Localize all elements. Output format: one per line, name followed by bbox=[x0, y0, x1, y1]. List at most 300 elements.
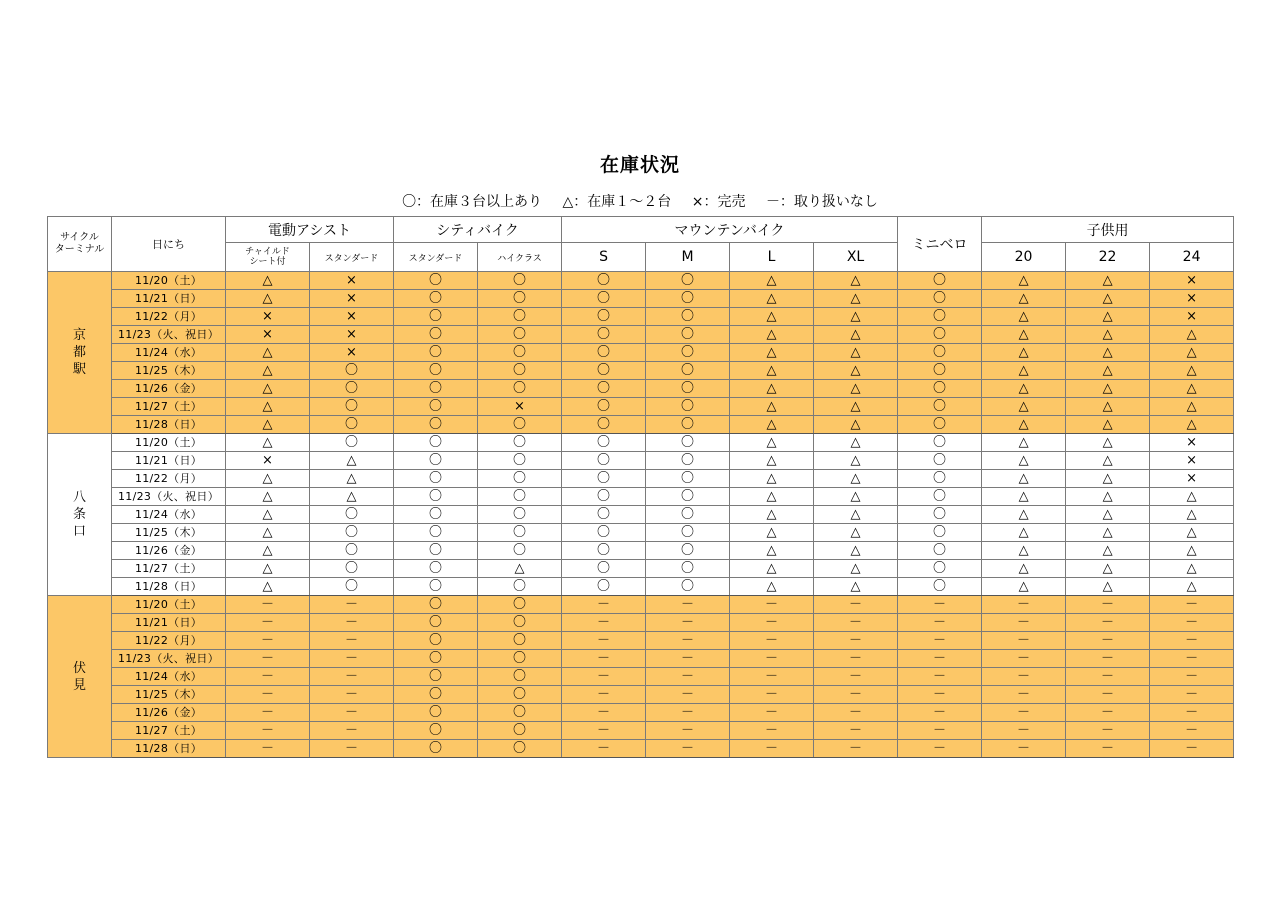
stock-cell: △ bbox=[982, 506, 1066, 524]
stock-cell: 〇 bbox=[478, 506, 562, 524]
stock-cell: 〇 bbox=[646, 326, 730, 344]
table-row bbox=[48, 488, 1234, 506]
stock-cell: 〇 bbox=[646, 398, 730, 416]
stock-cell: 〇 bbox=[478, 272, 562, 290]
date-cell: 11/25（木） bbox=[112, 686, 226, 704]
stock-cell: － bbox=[226, 632, 310, 650]
terminal-header-line1: サイクル bbox=[60, 232, 99, 243]
stock-cell: × bbox=[1150, 470, 1234, 488]
stock-cell: 〇 bbox=[478, 740, 562, 758]
stock-cell: △ bbox=[814, 290, 898, 308]
stock-cell: △ bbox=[814, 380, 898, 398]
table-row bbox=[48, 272, 1234, 290]
stock-cell: 〇 bbox=[562, 344, 646, 362]
stock-cell: － bbox=[814, 722, 898, 740]
stock-cell: △ bbox=[1150, 488, 1234, 506]
stock-cell: △ bbox=[226, 272, 310, 290]
stock-cell: △ bbox=[226, 560, 310, 578]
date-cell: 11/23（火、祝日） bbox=[112, 650, 226, 668]
stock-cell: △ bbox=[1066, 290, 1150, 308]
stock-cell: 〇 bbox=[394, 398, 478, 416]
stock-cell: 〇 bbox=[310, 362, 394, 380]
stock-cell: 〇 bbox=[478, 290, 562, 308]
stock-cell: △ bbox=[226, 290, 310, 308]
stock-cell: 〇 bbox=[394, 416, 478, 434]
terminal-header bbox=[48, 217, 112, 272]
stock-cell: 〇 bbox=[478, 542, 562, 560]
stock-cell: 〇 bbox=[646, 506, 730, 524]
date-cell: 11/20（土） bbox=[112, 434, 226, 452]
stock-cell: △ bbox=[814, 416, 898, 434]
stock-cell: 〇 bbox=[646, 272, 730, 290]
stock-cell: － bbox=[898, 632, 982, 650]
stock-cell: △ bbox=[730, 380, 814, 398]
sub-header-mtb-xl: XL bbox=[814, 243, 898, 272]
stock-cell: 〇 bbox=[394, 272, 478, 290]
sub-header-city-standard: スタンダード bbox=[394, 243, 478, 272]
stock-cell: 〇 bbox=[562, 326, 646, 344]
sub-header-kids-22: 22 bbox=[1066, 243, 1150, 272]
stock-cell: 〇 bbox=[394, 434, 478, 452]
stock-cell: 〇 bbox=[394, 614, 478, 632]
location-name-char: 口 bbox=[72, 524, 86, 539]
stock-cell: △ bbox=[730, 290, 814, 308]
stock-cell: － bbox=[814, 596, 898, 614]
location-block-kyoto-station bbox=[48, 272, 1234, 434]
sub-header-mtb-m: M bbox=[646, 243, 730, 272]
stock-cell: △ bbox=[982, 344, 1066, 362]
stock-cell: △ bbox=[730, 344, 814, 362]
stock-cell: 〇 bbox=[478, 632, 562, 650]
stock-cell: 〇 bbox=[394, 704, 478, 722]
group-header-mountain-bike: マウンテンバイク bbox=[562, 217, 898, 243]
stock-cell: － bbox=[646, 740, 730, 758]
date-cell: 11/26（金） bbox=[112, 704, 226, 722]
date-cell: 11/27（土） bbox=[112, 398, 226, 416]
stock-cell: △ bbox=[814, 470, 898, 488]
stock-cell: 〇 bbox=[394, 542, 478, 560]
stock-cell: － bbox=[898, 668, 982, 686]
stock-cell: － bbox=[226, 668, 310, 686]
stock-cell: － bbox=[562, 686, 646, 704]
stock-cell: △ bbox=[730, 470, 814, 488]
stock-cell: 〇 bbox=[646, 416, 730, 434]
stock-cell: 〇 bbox=[562, 272, 646, 290]
stock-cell: △ bbox=[730, 542, 814, 560]
stock-cell: △ bbox=[982, 398, 1066, 416]
date-cell: 11/20（土） bbox=[112, 272, 226, 290]
stock-cell: － bbox=[1150, 668, 1234, 686]
stock-cell: △ bbox=[814, 308, 898, 326]
stock-cell: 〇 bbox=[394, 686, 478, 704]
stock-cell: － bbox=[1150, 650, 1234, 668]
table-row bbox=[48, 434, 1234, 452]
stock-cell: △ bbox=[1150, 506, 1234, 524]
stock-cell: － bbox=[982, 686, 1066, 704]
date-cell: 11/22（月） bbox=[112, 308, 226, 326]
stock-cell: △ bbox=[730, 578, 814, 596]
stock-cell: 〇 bbox=[394, 632, 478, 650]
table-row bbox=[48, 704, 1234, 722]
stock-cell: 〇 bbox=[646, 560, 730, 578]
stock-cell: 〇 bbox=[646, 344, 730, 362]
sub-header-child-seat-line1: チャイルド bbox=[245, 247, 290, 257]
stock-cell: － bbox=[730, 686, 814, 704]
stock-cell: 〇 bbox=[562, 290, 646, 308]
stock-cell: △ bbox=[982, 416, 1066, 434]
stock-cell: × bbox=[226, 452, 310, 470]
stock-cell: － bbox=[1066, 704, 1150, 722]
stock-cell: 〇 bbox=[478, 452, 562, 470]
location-name-char: 伏 bbox=[72, 660, 86, 676]
stock-cell: △ bbox=[814, 272, 898, 290]
stock-cell: 〇 bbox=[646, 362, 730, 380]
table-row bbox=[48, 524, 1234, 542]
stock-cell: － bbox=[646, 704, 730, 722]
location-name-char: 見 bbox=[72, 677, 86, 693]
stock-cell: － bbox=[814, 686, 898, 704]
table-row bbox=[48, 506, 1234, 524]
stock-cell: 〇 bbox=[478, 308, 562, 326]
stock-cell: 〇 bbox=[562, 524, 646, 542]
stock-cell: 〇 bbox=[898, 488, 982, 506]
stock-cell: － bbox=[226, 650, 310, 668]
stock-cell: － bbox=[1150, 722, 1234, 740]
stock-cell: 〇 bbox=[310, 416, 394, 434]
stock-cell: × bbox=[310, 290, 394, 308]
stock-cell: － bbox=[562, 722, 646, 740]
location-name bbox=[48, 596, 112, 758]
table-row bbox=[48, 614, 1234, 632]
stock-cell: 〇 bbox=[898, 434, 982, 452]
stock-cell: 〇 bbox=[562, 560, 646, 578]
stock-cell: △ bbox=[1066, 326, 1150, 344]
stock-cell: 〇 bbox=[478, 686, 562, 704]
stock-cell: △ bbox=[814, 542, 898, 560]
stock-cell: － bbox=[562, 614, 646, 632]
stock-cell: △ bbox=[226, 524, 310, 542]
stock-cell: △ bbox=[1066, 380, 1150, 398]
stock-cell: 〇 bbox=[478, 416, 562, 434]
stock-cell: 〇 bbox=[646, 542, 730, 560]
stock-cell: △ bbox=[1150, 362, 1234, 380]
stock-cell: △ bbox=[730, 434, 814, 452]
stock-cell: 〇 bbox=[562, 452, 646, 470]
stock-cell: － bbox=[1066, 722, 1150, 740]
stock-cell: － bbox=[730, 596, 814, 614]
stock-cell: △ bbox=[1066, 398, 1150, 416]
group-header-kids: 子供用 bbox=[982, 217, 1234, 243]
stock-cell: － bbox=[982, 722, 1066, 740]
stock-cell: － bbox=[898, 722, 982, 740]
sub-header-kids-20: 20 bbox=[982, 243, 1066, 272]
stock-cell: × bbox=[1150, 272, 1234, 290]
stock-cell: 〇 bbox=[562, 434, 646, 452]
sub-header-city-highclass: ハイクラス bbox=[478, 243, 562, 272]
stock-cell: － bbox=[1150, 596, 1234, 614]
group-header-e-assist: 電動アシスト bbox=[226, 217, 394, 243]
stock-cell: △ bbox=[1150, 344, 1234, 362]
stock-cell: △ bbox=[1066, 488, 1150, 506]
stock-cell: 〇 bbox=[394, 722, 478, 740]
date-cell: 11/22（月） bbox=[112, 470, 226, 488]
location-name-char: 都 bbox=[72, 345, 86, 360]
stock-cell: 〇 bbox=[898, 272, 982, 290]
table-row bbox=[48, 578, 1234, 596]
stock-cell: － bbox=[730, 722, 814, 740]
stock-cell: △ bbox=[1150, 578, 1234, 596]
stock-cell: △ bbox=[814, 434, 898, 452]
legend-sold-out: ×：完売 bbox=[691, 194, 746, 210]
stock-cell: △ bbox=[814, 524, 898, 542]
terminal-header-line2: ターミナル bbox=[54, 244, 105, 255]
stock-cell: 〇 bbox=[646, 488, 730, 506]
stock-cell: 〇 bbox=[562, 506, 646, 524]
stock-cell: － bbox=[310, 614, 394, 632]
table-row bbox=[48, 344, 1234, 362]
stock-cell: △ bbox=[226, 380, 310, 398]
stock-cell: 〇 bbox=[562, 308, 646, 326]
stock-cell: － bbox=[1066, 650, 1150, 668]
inventory-table bbox=[47, 216, 1234, 758]
date-cell: 11/21（日） bbox=[112, 452, 226, 470]
table-row bbox=[48, 290, 1234, 308]
stock-cell: △ bbox=[478, 560, 562, 578]
stock-cell: － bbox=[982, 740, 1066, 758]
stock-cell: － bbox=[814, 632, 898, 650]
stock-cell: 〇 bbox=[898, 398, 982, 416]
stock-cell: × bbox=[1150, 434, 1234, 452]
stock-cell: △ bbox=[730, 524, 814, 542]
stock-cell: 〇 bbox=[562, 416, 646, 434]
stock-cell: － bbox=[1066, 686, 1150, 704]
stock-cell: △ bbox=[1066, 578, 1150, 596]
stock-cell: 〇 bbox=[646, 380, 730, 398]
stock-cell: △ bbox=[982, 560, 1066, 578]
stock-cell: 〇 bbox=[562, 362, 646, 380]
stock-cell: 〇 bbox=[394, 596, 478, 614]
stock-cell: － bbox=[898, 740, 982, 758]
location-block-fushimi bbox=[48, 596, 1234, 758]
stock-cell: － bbox=[982, 668, 1066, 686]
stock-cell: 〇 bbox=[394, 308, 478, 326]
stock-cell: △ bbox=[1066, 362, 1150, 380]
stock-cell: 〇 bbox=[394, 290, 478, 308]
table-row bbox=[48, 398, 1234, 416]
stock-cell: △ bbox=[226, 398, 310, 416]
stock-cell: － bbox=[562, 596, 646, 614]
stock-cell: 〇 bbox=[478, 722, 562, 740]
date-cell: 11/28（日） bbox=[112, 578, 226, 596]
stock-cell: 〇 bbox=[394, 578, 478, 596]
date-cell: 11/24（水） bbox=[112, 344, 226, 362]
stock-cell: 〇 bbox=[394, 668, 478, 686]
stock-cell: 〇 bbox=[646, 452, 730, 470]
table-row bbox=[48, 416, 1234, 434]
stock-cell: △ bbox=[1066, 272, 1150, 290]
stock-cell: △ bbox=[226, 578, 310, 596]
stock-cell: － bbox=[982, 632, 1066, 650]
table-row bbox=[48, 362, 1234, 380]
stock-cell: 〇 bbox=[394, 650, 478, 668]
sub-header-kids-24: 24 bbox=[1150, 243, 1234, 272]
table-row bbox=[48, 596, 1234, 614]
date-cell: 11/27（土） bbox=[112, 722, 226, 740]
stock-cell: － bbox=[1066, 614, 1150, 632]
stock-cell: × bbox=[310, 308, 394, 326]
stock-cell: － bbox=[1150, 740, 1234, 758]
stock-cell: △ bbox=[814, 560, 898, 578]
stock-cell: － bbox=[310, 722, 394, 740]
stock-cell: 〇 bbox=[310, 434, 394, 452]
stock-cell: △ bbox=[226, 416, 310, 434]
legend-low-stock: △：在庫１～２台 bbox=[562, 194, 672, 210]
stock-cell: △ bbox=[1066, 506, 1150, 524]
stock-cell: － bbox=[898, 650, 982, 668]
stock-cell: × bbox=[310, 344, 394, 362]
table-row bbox=[48, 470, 1234, 488]
sub-header-assist-standard: スタンダード bbox=[310, 243, 394, 272]
stock-cell: － bbox=[982, 704, 1066, 722]
stock-cell: － bbox=[1150, 686, 1234, 704]
stock-cell: 〇 bbox=[478, 488, 562, 506]
stock-cell: △ bbox=[1066, 416, 1150, 434]
page-title: 在庫状況 bbox=[599, 154, 680, 176]
location-name bbox=[48, 434, 112, 596]
date-cell: 11/28（日） bbox=[112, 416, 226, 434]
stock-cell: － bbox=[814, 740, 898, 758]
stock-cell: △ bbox=[1066, 452, 1150, 470]
stock-cell: 〇 bbox=[898, 344, 982, 362]
stock-cell: － bbox=[1066, 668, 1150, 686]
stock-cell: △ bbox=[982, 308, 1066, 326]
stock-cell: 〇 bbox=[394, 740, 478, 758]
stock-cell: 〇 bbox=[478, 470, 562, 488]
stock-cell: × bbox=[1150, 452, 1234, 470]
table-row bbox=[48, 308, 1234, 326]
stock-cell: － bbox=[898, 686, 982, 704]
date-cell: 11/23（火、祝日） bbox=[112, 326, 226, 344]
stock-cell: － bbox=[226, 740, 310, 758]
stock-cell: － bbox=[1066, 740, 1150, 758]
stock-cell: 〇 bbox=[478, 380, 562, 398]
stock-cell: 〇 bbox=[646, 524, 730, 542]
stock-cell: 〇 bbox=[310, 524, 394, 542]
stock-cell: △ bbox=[814, 326, 898, 344]
stock-cell: 〇 bbox=[646, 308, 730, 326]
stock-cell: 〇 bbox=[310, 578, 394, 596]
table-row bbox=[48, 560, 1234, 578]
stock-cell: △ bbox=[730, 272, 814, 290]
stock-cell: △ bbox=[982, 326, 1066, 344]
date-cell: 11/25（木） bbox=[112, 362, 226, 380]
stock-cell: △ bbox=[814, 344, 898, 362]
stock-cell: － bbox=[226, 614, 310, 632]
stock-cell: △ bbox=[730, 416, 814, 434]
stock-cell: 〇 bbox=[478, 614, 562, 632]
stock-cell: × bbox=[1150, 290, 1234, 308]
stock-cell: 〇 bbox=[394, 506, 478, 524]
stock-cell: － bbox=[814, 650, 898, 668]
stock-cell: － bbox=[730, 650, 814, 668]
stock-cell: － bbox=[562, 668, 646, 686]
stock-cell: △ bbox=[814, 398, 898, 416]
stock-cell: 〇 bbox=[478, 326, 562, 344]
date-cell: 11/21（日） bbox=[112, 614, 226, 632]
legend-not-handled: －：取り扱いなし bbox=[765, 194, 878, 210]
stock-cell: △ bbox=[1066, 308, 1150, 326]
stock-cell: △ bbox=[310, 470, 394, 488]
location-name-char: 駅 bbox=[72, 362, 86, 377]
stock-cell: － bbox=[814, 614, 898, 632]
stock-cell: － bbox=[1150, 704, 1234, 722]
stock-cell: △ bbox=[814, 506, 898, 524]
sub-header-mtb-s: S bbox=[562, 243, 646, 272]
date-cell: 11/21（日） bbox=[112, 290, 226, 308]
stock-cell: △ bbox=[226, 470, 310, 488]
stock-cell: × bbox=[310, 272, 394, 290]
stock-cell: × bbox=[226, 326, 310, 344]
location-name-char: 条 bbox=[72, 507, 86, 522]
stock-cell: △ bbox=[730, 560, 814, 578]
stock-cell: － bbox=[730, 740, 814, 758]
stock-cell: 〇 bbox=[310, 542, 394, 560]
table-row bbox=[48, 452, 1234, 470]
date-cell: 11/20（土） bbox=[112, 596, 226, 614]
stock-cell: × bbox=[1150, 308, 1234, 326]
date-header: 日にち bbox=[112, 217, 226, 272]
stock-cell: △ bbox=[814, 362, 898, 380]
stock-cell: 〇 bbox=[394, 362, 478, 380]
table-row bbox=[48, 686, 1234, 704]
date-cell: 11/24（水） bbox=[112, 668, 226, 686]
stock-cell: － bbox=[310, 668, 394, 686]
stock-cell: － bbox=[226, 704, 310, 722]
stock-cell: 〇 bbox=[562, 542, 646, 560]
stock-cell: － bbox=[646, 596, 730, 614]
date-cell: 11/24（水） bbox=[112, 506, 226, 524]
stock-cell: △ bbox=[982, 272, 1066, 290]
stock-cell: － bbox=[814, 704, 898, 722]
stock-cell: △ bbox=[1150, 524, 1234, 542]
stock-cell: 〇 bbox=[478, 704, 562, 722]
stock-cell: 〇 bbox=[898, 416, 982, 434]
stock-cell: △ bbox=[226, 542, 310, 560]
table-row bbox=[48, 740, 1234, 758]
stock-cell: △ bbox=[730, 398, 814, 416]
stock-cell: 〇 bbox=[898, 290, 982, 308]
location-name-char: 京 bbox=[72, 328, 86, 343]
stock-cell: × bbox=[226, 308, 310, 326]
stock-cell: 〇 bbox=[394, 470, 478, 488]
stock-cell: － bbox=[646, 632, 730, 650]
stock-cell: △ bbox=[814, 452, 898, 470]
stock-cell: － bbox=[898, 704, 982, 722]
table-row bbox=[48, 380, 1234, 398]
stock-cell: 〇 bbox=[478, 668, 562, 686]
stock-cell: 〇 bbox=[394, 488, 478, 506]
stock-cell: × bbox=[478, 398, 562, 416]
stock-cell: 〇 bbox=[562, 578, 646, 596]
stock-cell: △ bbox=[226, 434, 310, 452]
stock-cell: 〇 bbox=[394, 326, 478, 344]
stock-cell: － bbox=[310, 704, 394, 722]
stock-cell: △ bbox=[1150, 398, 1234, 416]
stock-cell: △ bbox=[730, 326, 814, 344]
stock-cell: － bbox=[310, 740, 394, 758]
stock-cell: △ bbox=[982, 362, 1066, 380]
stock-cell: － bbox=[730, 704, 814, 722]
